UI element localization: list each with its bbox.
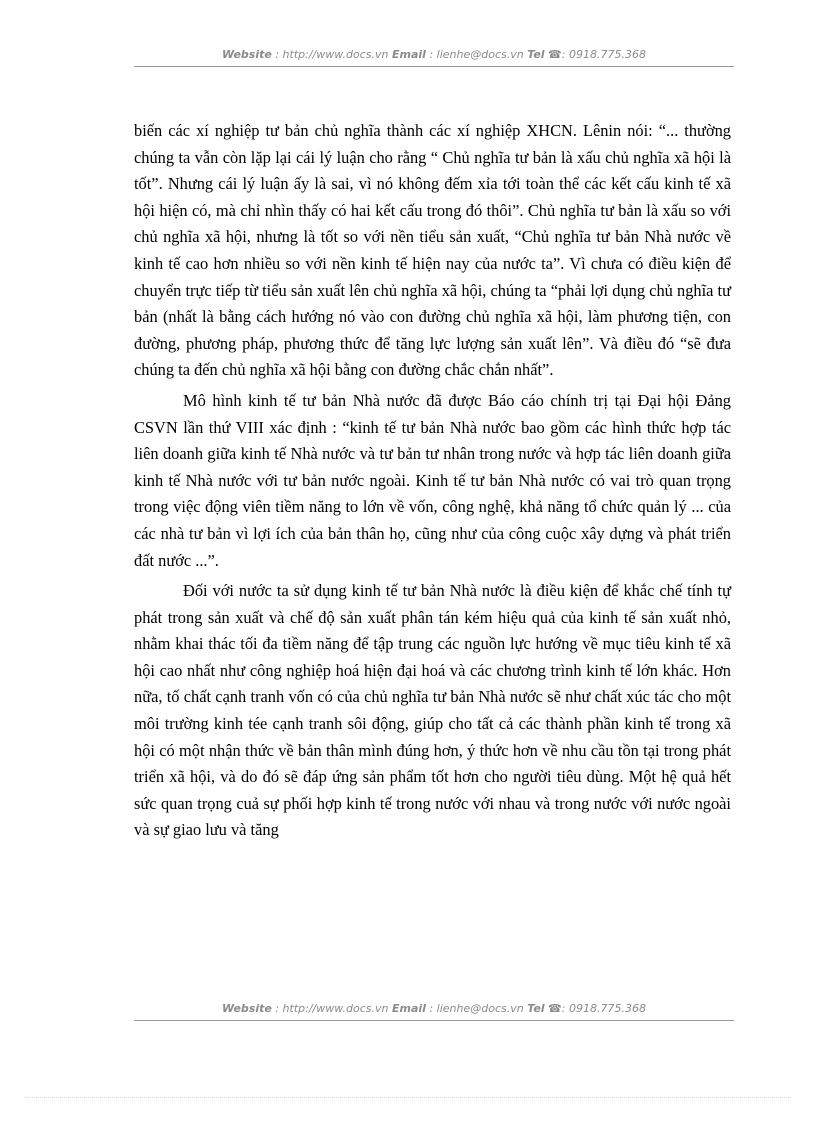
footer-divider: [134, 1020, 734, 1021]
paragraph-continuation: biến các xí nghiệp tư bản chủ nghĩa thành các xí nghiệp XHCN. Lênin nói: “... thường chúng ta vẫn còn lặp lại cái lý luận cho rằng “ Chủ nghĩa tư bản là xấu chủ nghĩa xã hội là tốt”. Nhưng cái lý luận ấy là sai, vì nó không đếm xỉa tới toàn thể các kết cấu kinh tế xã hội hiện có, mà chỉ nhìn thấy có hai kết cấu trong đó thôi”. Chủ nghĩa tư bản là xấu so với chủ nghĩa xã hội, nhưng là tốt so với nền tiểu sản xuất, “Chủ nghĩa tư bản Nhà nước về kinh tế cao hơn nhiều so với nền kinh tế hiện nay của nước ta”. Vì chưa có điều kiện để chuyển trực tiếp từ tiểu sản xuất lên chủ nghĩa xã hội, chúng ta “phải lợi dụng chủ nghĩa tư bản (nhất là bằng cách hướng nó vào con đường chủ nghĩa xã hội, làm phương tiện, con đường, phương pháp, phương thức để tăng lực lượng sản xuất lên”. Và điều đó “sẽ đưa chúng ta đến chủ nghĩa xã hội bằng con đường chắc chắn nhất”.: [134, 121, 731, 380]
footer-website-label: Website: [222, 1002, 272, 1015]
paragraph-state-capitalism-model: Mô hình kinh tế tư bản Nhà nước đã được Báo cáo chính trị tại Đại hội Đảng CSVN lần thứ VIII xác định : “kinh tế tư bản Nhà nước bao gồm các hình thức hợp tác liên doanh giữa kinh tế Nhà nước và tư bản tư nhân trong nước và hợp tác liên doanh giữa kinh tế Nhà nước với tư bản nước ngoài. Kinh tế tư bản Nhà nước có vai trò quan trọng trong việc động viên tiềm năng to lớn về vốn, công nghệ, khả năng tổ chức quản lý ... của các nhà tư bản vì lợi ích của bản thân họ, cũng như của công cuộc xây dựng và phát triển đất nước ...”.: [134, 390, 731, 570]
paragraph-state-capitalism-role: Đối với nước ta sử dụng kinh tế tư bản Nhà nước là điều kiện để khắc chế tính tự phát trong sản xuất và chế độ sản xuất phân tán kém hiệu quả của kinh tế sản xuất nhỏ, nhằm khai thác tối đa tiềm năng để tập trung các nguồn lực hướng về mục tiêu kinh tế xã hội cao nhất như công nghiệp hoá hiện đại hoá và các chương trình kinh tế lớn khác. Hơn nữa, tố chất cạnh tranh vốn có của chủ nghĩa tư bản Nhà nước sẽ như chất xúc tác cho một môi trường kinh tée cạnh tranh sôi động, giúp cho tất cả các thành phần kinh tế trong xã hội có một nhận thức về bản thân mình đúng hơn, ý thức hơn về nhu cầu tồn tại trong phát triển xã hội, và do đó sẽ đáp ứng sản phẩm tốt hơn cho người tiêu dùng. Một hệ quả hết sức quan trọng cuả sự phối hợp kinh tế trong nước với nhau và trong nước với nước ngoài và sự giao lưu và tăng: [134, 581, 731, 840]
footer-website-url[interactable]: : http://www.docs.vn: [271, 1002, 393, 1015]
header-website-url[interactable]: : http://www.docs.vn: [271, 48, 393, 61]
header-website-label: Website: [222, 48, 272, 61]
header-divider: [134, 66, 734, 67]
header-tel-label: Tel: [527, 48, 545, 61]
header-email-label: Email: [392, 48, 426, 61]
footer-tel-label: Tel: [527, 1002, 545, 1015]
footer-tel-number: ☎: 0918.775.368: [544, 1002, 646, 1015]
header-tel-number: ☎: 0918.775.368: [544, 48, 646, 61]
header-email-address[interactable]: : lienhe@docs.vn: [425, 48, 528, 61]
page-header: [134, 48, 734, 61]
page-bottom-edge: [25, 1097, 791, 1098]
footer-email-label: Email: [392, 1002, 426, 1015]
document-body: [134, 118, 731, 848]
footer-email-address[interactable]: : lienhe@docs.vn: [425, 1002, 528, 1015]
page-footer: [134, 1002, 734, 1015]
